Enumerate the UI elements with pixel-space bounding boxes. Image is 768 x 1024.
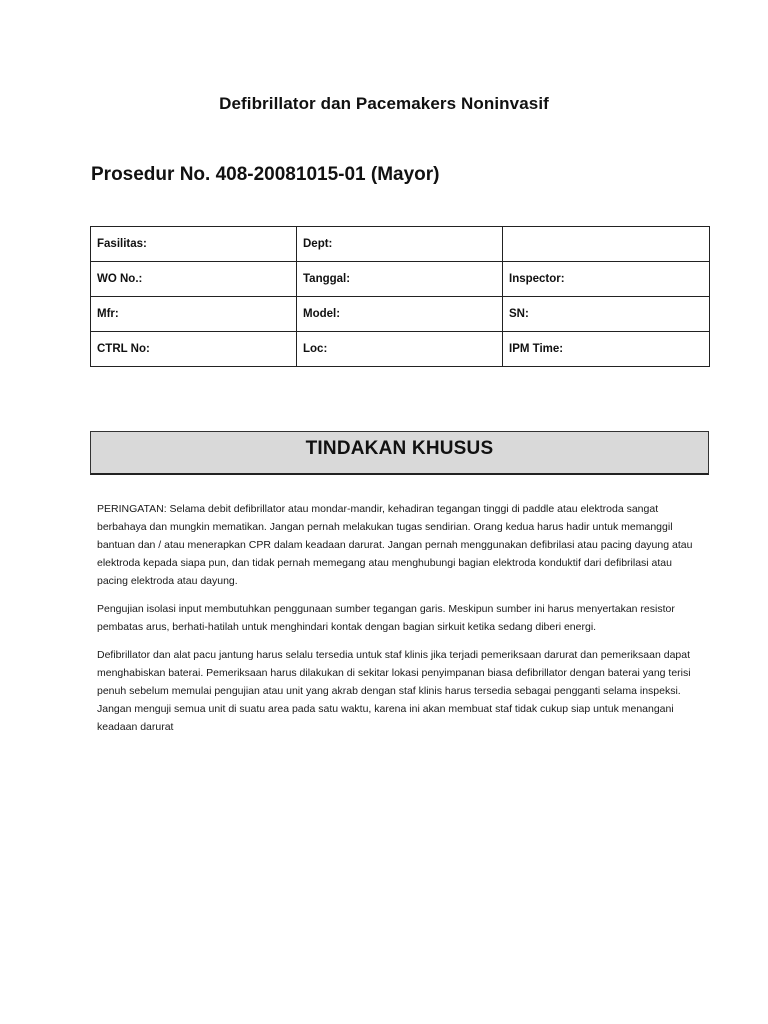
table-row [91, 227, 710, 262]
section-heading: TINDAKAN KHUSUS [305, 438, 494, 459]
section-header-box [90, 431, 709, 475]
sn-cell: SN: [503, 297, 710, 332]
model-cell: Model: [297, 297, 503, 332]
ipm-time-cell: IPM Time: [503, 332, 710, 367]
procedure-number: Prosedur No. 408-20081015-01 (Mayor) [91, 164, 440, 185]
availability-paragraph: Defibrillator dan alat pacu jantung harus selalu tersedia untuk staf klinis jika terjadi pemeriksaan darurat dan pemeriksaan dapat menghabiskan baterai. Pemeriksaan harus dilakukan di sekitar lokasi penyimpanan biasa defibrillator dengan baterai yang terisi penuh sebelum memulai pengujian atau unit yang akrab dengan staf klinis harus tersedia sebagai pengganti selama inspeksi. Jangan menguji semua unit di suatu area pada satu waktu, karena ini akan membuat staf tidak cukup siap untuk menangani keadaan darurat [97, 649, 691, 733]
info-table [90, 226, 710, 367]
isolation-paragraph: Pengujian isolasi input membutuhkan penggunaan sumber tegangan garis. Meskipun sumber ini harus menyertakan resistor pembatas arus, berhati-hatilah untuk menghindari kontak dengan bagian sirkuit ketika sedang diberi energi. [97, 603, 675, 633]
date-cell: Tanggal: [297, 262, 503, 297]
table-row [91, 262, 710, 297]
empty-cell [503, 227, 710, 262]
document-title: Defibrillator dan Pacemakers Noninvasif [219, 94, 549, 113]
facility-cell: Fasilitas: [91, 227, 297, 262]
ctrl-no-cell: CTRL No: [91, 332, 297, 367]
dept-cell: Dept: [297, 227, 503, 262]
wo-no-cell: WO No.: [91, 262, 297, 297]
warning-paragraph: PERINGATAN: Selama debit defibrillator atau mondar-mandir, kehadiran tegangan tinggi di paddle atau elektroda sangat berbahaya dan mungkin mematikan. Jangan pernah melakukan tugas sendirian. Orang kedua harus hadir untuk memanggil bantuan dan / atau menerapkan CPR dalam keadaan darurat. Jangan pernah menggunakan defibrilasi atau pacing dayung atau elektroda kepada siapa pun, dan tidak pernah memegang atau menghubungi bagian elektroda konduktif dari defibrilasi atau pacing elektroda atau dayung. [97, 503, 693, 587]
table-row [91, 332, 710, 367]
mfr-cell: Mfr: [91, 297, 297, 332]
table-row [91, 297, 710, 332]
inspector-cell: Inspector: [503, 262, 710, 297]
section-body [97, 500, 697, 746]
loc-cell: Loc: [297, 332, 503, 367]
